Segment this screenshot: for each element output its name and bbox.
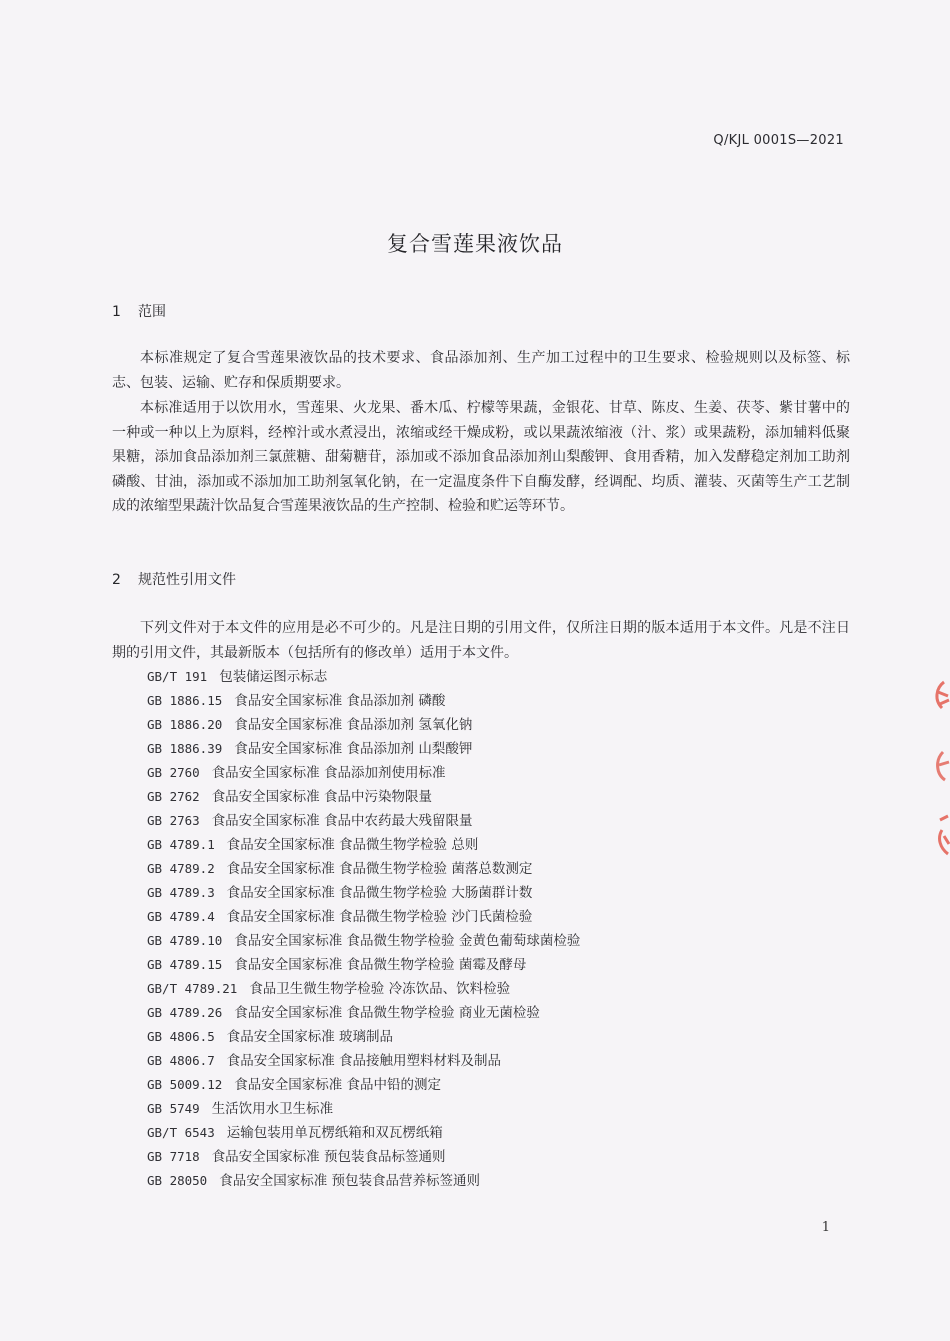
reference-name: 食品安全国家标准 食品微生物学检验 商业无菌检验: [234, 1005, 540, 1021]
reference-item: [147, 689, 580, 713]
reference-name: 食品安全国家标准 食品添加剂 氢氧化钠: [234, 717, 473, 733]
document-title: 复合雪莲果液饮品: [387, 232, 563, 256]
reference-code: GB 5009.12: [147, 1077, 223, 1092]
seal-stroke: [937, 682, 949, 708]
reference-item: [147, 953, 580, 977]
reference-item: [147, 713, 580, 737]
reference-code: GB 4789.10: [147, 933, 223, 948]
reference-code: GB 4806.7: [147, 1053, 215, 1068]
reference-item: [147, 929, 580, 953]
reference-code: GB 5749: [147, 1101, 200, 1116]
reference-item: [147, 905, 580, 929]
reference-name: 食品安全国家标准 食品微生物学检验 菌霉及酵母: [234, 957, 527, 973]
reference-name: 食品安全国家标准 食品微生物学检验 菌落总数测定: [226, 861, 533, 877]
reference-code: GB 28050: [147, 1173, 208, 1188]
reference-code: GB 2760: [147, 765, 200, 780]
reference-code: GB 4789.1: [147, 837, 215, 852]
reference-item: [147, 761, 580, 785]
reference-name: 食品安全国家标准 食品中农药最大残留限量: [211, 813, 473, 829]
reference-item: [147, 977, 580, 1001]
reference-code: GB 4789.26: [147, 1005, 223, 1020]
reference-code: GB 4789.4: [147, 909, 215, 924]
section-heading-normative-references: [112, 569, 236, 589]
reference-name: 食品安全国家标准 食品中铅的测定: [234, 1077, 442, 1093]
document-code: Q/KJL 0001S—2021: [713, 133, 844, 148]
reference-name: 食品安全国家标准 食品添加剂 磷酸: [234, 693, 446, 709]
reference-name: 食品安全国家标准 食品添加剂 山梨酸钾: [234, 741, 473, 757]
reference-item: [147, 1073, 580, 1097]
reference-item: [147, 785, 580, 809]
section-title: 范围: [138, 304, 166, 320]
reference-item: [147, 1025, 580, 1049]
reference-item: [147, 833, 580, 857]
reference-code: GB/T 4789.21: [147, 981, 238, 996]
section-title: 规范性引用文件: [138, 572, 236, 588]
seal-stroke: [938, 752, 949, 780]
reference-name: 食品安全国家标准 食品微生物学检验 金黄色葡萄球菌检验: [234, 933, 581, 949]
references-intro-paragraph: 下列文件对于本文件的应用是必不可少的。凡是注日期的引用文件，仅所注日期的版本适用于本文件。凡是不注日期的引用文件，其最新版本（包括所有的修改单）适用于本文件。: [112, 620, 850, 661]
reference-name: 食品安全国家标准 食品接触用塑料材料及制品: [226, 1053, 502, 1069]
reference-name: 食品安全国家标准 食品微生物学检验 大肠菌群计数: [226, 885, 533, 901]
reference-item: [147, 857, 580, 881]
reference-item: [147, 1145, 580, 1169]
reference-item: [147, 665, 580, 689]
reference-name: 食品安全国家标准 预包装食品营养标签通则: [219, 1173, 481, 1189]
reference-code: GB/T 6543: [147, 1125, 215, 1140]
reference-code: GB 4789.3: [147, 885, 215, 900]
reference-code: GB 2762: [147, 789, 200, 804]
reference-name: 食品安全国家标准 食品微生物学检验 沙门氏菌检验: [226, 909, 533, 925]
section-number: 1: [112, 304, 121, 320]
reference-code: GB 1886.20: [147, 717, 223, 732]
reference-name: 食品安全国家标准 食品添加剂使用标准: [211, 765, 446, 781]
reference-code: GB 7718: [147, 1149, 200, 1164]
reference-code: GB 4806.5: [147, 1029, 215, 1044]
scope-paragraph-2: 本标准适用于以饮用水，雪莲果、火龙果、番木瓜、柠檬等果蔬，金银花、甘草、陈皮、生姜、茯苓、紫甘薯中的一种或一种以上为原料，经榨汁或水煮浸出，浓缩或经干燥成粉，或以果蔬浓缩液（汁、浆）或果蔬粉，添加辅料低聚果糖，添加食品添加剂三氯蔗糖、甜菊糖苷，添加或不添加食品添加剂山梨酸钾、食用香精，加入发酵稳定剂加工助剂磷酸、甘油，添加或不添加加工助剂氢氧化钠，在一定温度条件下自酶发酵，经调配、均质、灌装、灭菌等生产工艺制成的浓缩型果蔬汁饮品复合雪莲果液饮品的生产控制、检验和贮运等环节。: [112, 400, 850, 515]
reference-code: GB 1886.39: [147, 741, 223, 756]
reference-item: [147, 809, 580, 833]
section-number: 2: [112, 572, 121, 588]
reference-list: [147, 665, 580, 1193]
seal-stroke: [940, 816, 949, 854]
reference-code: GB 4789.2: [147, 861, 215, 876]
reference-code: GB/T 191: [147, 669, 208, 684]
reference-name: 食品安全国家标准 食品微生物学检验 总则: [226, 837, 479, 853]
reference-item: [147, 1049, 580, 1073]
reference-name: 运输包装用单瓦楞纸箱和双瓦楞纸箱: [226, 1125, 443, 1141]
reference-item: [147, 1169, 580, 1193]
scope-paragraph-1: 本标准规定了复合雪莲果液饮品的技术要求、食品添加剂、生产加工过程中的卫生要求、检验规则以及标签、标志、包装、运输、贮存和保质期要求。: [112, 350, 850, 391]
seal-stamp-fragment: [930, 670, 950, 870]
reference-item: [147, 1097, 580, 1121]
reference-code: GB 2763: [147, 813, 200, 828]
reference-name: 食品安全国家标准 食品中污染物限量: [211, 789, 432, 805]
section-heading-scope: [112, 301, 166, 321]
reference-item: [147, 737, 580, 761]
reference-name: 食品卫生微生物学检验 冷冻饮品、饮料检验: [249, 981, 511, 997]
reference-item: [147, 1121, 580, 1145]
reference-name: 食品安全国家标准 玻璃制品: [226, 1029, 394, 1045]
reference-item: [147, 881, 580, 905]
reference-name: 包装储运图示标志: [219, 669, 328, 685]
reference-name: 生活饮用水卫生标准: [211, 1101, 334, 1117]
reference-code: GB 4789.15: [147, 957, 223, 972]
page-number: 1: [821, 1220, 830, 1235]
reference-name: 食品安全国家标准 预包装食品标签通则: [211, 1149, 446, 1165]
reference-item: [147, 1001, 580, 1025]
reference-code: GB 1886.15: [147, 693, 223, 708]
